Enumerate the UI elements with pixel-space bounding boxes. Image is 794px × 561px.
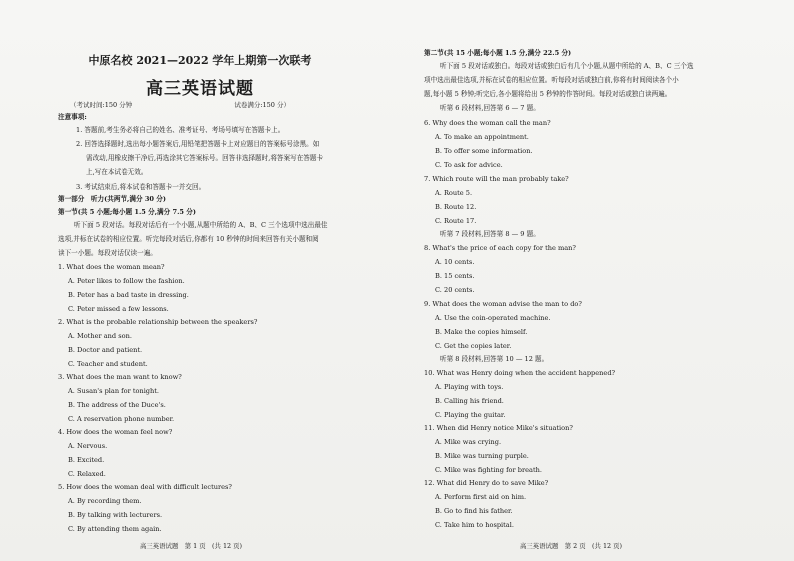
answer-option: C. Playing the guitar. bbox=[435, 411, 506, 419]
instruction-line: 听下面 5 段对话。每段对话后有一个小题,从题中所给的 A、B、C 三个选项中选出最佳 bbox=[74, 221, 328, 229]
answer-option: C. Relaxed. bbox=[68, 470, 106, 478]
note-line: 2. 回答选择题时,选出每小题答案后,用铅笔把答题卡上对应题目的答案标号涂黑。如 bbox=[76, 140, 320, 148]
material-heading: 听第 8 段材料,回答第 10 — 12 题。 bbox=[440, 355, 549, 363]
answer-option: A. Perform first aid on him. bbox=[435, 493, 527, 501]
answer-option: A. By recording them. bbox=[68, 497, 142, 505]
answer-option: A. Use the coin-operated machine. bbox=[435, 314, 551, 322]
answer-option: B. 15 cents. bbox=[435, 272, 475, 280]
note-line: 需改动,用橡皮擦干净后,再选涂其它答案标号。回答非选择题时,将答案写在答题卡 bbox=[86, 154, 324, 162]
question-stem: 11. When did Henry notice Mike's situation? bbox=[424, 424, 573, 432]
answer-option: A. Nervous. bbox=[68, 442, 108, 450]
material-heading: 听第 6 段材料,回答第 6 — 7 题。 bbox=[440, 104, 540, 112]
question-stem: 4. How does the woman feel now? bbox=[58, 428, 173, 436]
part-heading: 第一部分 听力(共两节,满分 30 分) bbox=[58, 195, 167, 203]
question-stem: 7. Which route will the man probably take? bbox=[424, 175, 569, 183]
question-stem: 12. What did Henry do to save Mike? bbox=[424, 479, 549, 487]
answer-option: C. Take him to hospital. bbox=[435, 521, 514, 529]
answer-option: C. Route 17. bbox=[435, 217, 477, 225]
answer-option: C. By attending them again. bbox=[68, 525, 162, 533]
exam-header: 中原名校 2021—2022 学年上期第一次联考 bbox=[88, 54, 312, 67]
question-stem: 10. What was Henry doing when the accident happened? bbox=[424, 369, 616, 377]
question-stem: 2. What is the probable relationship between the speakers? bbox=[58, 318, 258, 326]
exam-time-row bbox=[70, 100, 350, 109]
answer-option: B. Mike was turning purple. bbox=[435, 452, 529, 460]
answer-option: A. Playing with toys. bbox=[435, 383, 504, 391]
answer-option: B. Route 12. bbox=[435, 203, 477, 211]
answer-option: B. Excited. bbox=[68, 456, 105, 464]
answer-option: C. A reservation phone number. bbox=[68, 415, 175, 423]
section-heading: 第一节(共 5 小题;每小题 1.5 分,满分 7.5 分) bbox=[58, 208, 196, 216]
answer-option: A. Peter likes to follow the fashion. bbox=[68, 277, 185, 285]
answer-option: B. Make the copies himself. bbox=[435, 328, 528, 336]
note-line: 上,写在本试卷无效。 bbox=[86, 168, 148, 176]
answer-option: B. Calling his friend. bbox=[435, 397, 504, 405]
instruction-line: 选项,并标在试卷的相应位置。听完每段对话后,你都有 10 秒钟的时间来回答有关小题和阅 bbox=[58, 235, 319, 243]
question-stem: 5. How does the woman deal with difficult lectures? bbox=[58, 483, 232, 491]
answer-option: B. Doctor and patient. bbox=[68, 346, 143, 354]
answer-option: C. Peter missed a few lessons. bbox=[68, 305, 169, 313]
answer-option: C. 20 cents. bbox=[435, 286, 475, 294]
answer-option: A. Mother and son. bbox=[68, 332, 132, 340]
instruction-line: 听下面 5 段对话或独白。每段对话或独白后有几个小题,从题中所给的 A、B、C 三个选 bbox=[440, 62, 694, 70]
notes-title: 注意事项: bbox=[58, 113, 87, 121]
score-note: 试卷满分:150 分） bbox=[234, 101, 290, 109]
answer-option: A. 10 cents. bbox=[435, 258, 475, 266]
page-footer-right: 高三英语试题 第 2 页 (共 12 页) bbox=[520, 542, 622, 550]
question-stem: 9. What does the woman advise the man to do? bbox=[424, 300, 582, 308]
question-stem: 6. Why does the woman call the man? bbox=[424, 119, 551, 127]
page-footer-left: 高三英语试题 第 1 页 (共 12 页) bbox=[140, 542, 242, 550]
answer-option: C. Teacher and student. bbox=[68, 360, 148, 368]
answer-option: A. Route 5. bbox=[435, 189, 473, 197]
time-note: （考试时间:150 分钟 bbox=[70, 101, 133, 109]
answer-option: B. The address of the Duce's. bbox=[68, 401, 166, 409]
answer-option: B. Go to find his father. bbox=[435, 507, 513, 515]
answer-option: C. Mike was fighting for breath. bbox=[435, 466, 542, 474]
answer-option: B. By talking with lecturers. bbox=[68, 511, 163, 519]
answer-option: C. Get the copies later. bbox=[435, 342, 512, 350]
section-heading: 第二节(共 15 小题;每小题 1.5 分,满分 22.5 分) bbox=[424, 49, 572, 57]
question-stem: 1. What does the woman mean? bbox=[58, 263, 165, 271]
answer-option: B. Peter has a bad taste in dressing. bbox=[68, 291, 189, 299]
answer-option: A. Mike was crying. bbox=[435, 438, 502, 446]
answer-option: A. Susan's plan for tonight. bbox=[68, 387, 160, 395]
material-heading: 听第 7 段材料,回答第 8 — 9 题。 bbox=[440, 230, 540, 238]
instruction-line: 题,每小题 5 秒钟;听完后,各小题将给出 5 秒钟的作答时间。每段对话或独白读两遍。 bbox=[424, 90, 672, 98]
instruction-line: 读下一小题。每段对话仅读一遍。 bbox=[58, 249, 157, 257]
answer-option: C. To ask for advice. bbox=[435, 161, 503, 169]
instruction-line: 项中选出最佳选项,并标在试卷的相应位置。听每段对话或独白前,你将有时间阅读各个小 bbox=[424, 76, 679, 84]
note-line: 3. 考试结束后,将本试卷和答题卡一并交回。 bbox=[76, 183, 206, 191]
answer-option: B. To offer some information. bbox=[435, 147, 533, 155]
question-stem: 3. What does the man want to know? bbox=[58, 373, 182, 381]
note-line: 1. 答题前,考生务必将自己的姓名、准考证号、考场号填写在答题卡上。 bbox=[76, 126, 285, 134]
answer-option: A. To make an appointment. bbox=[435, 133, 529, 141]
question-stem: 8. What's the price of each copy for the man? bbox=[424, 244, 576, 252]
exam-title: 高三英语试题 bbox=[146, 79, 254, 99]
